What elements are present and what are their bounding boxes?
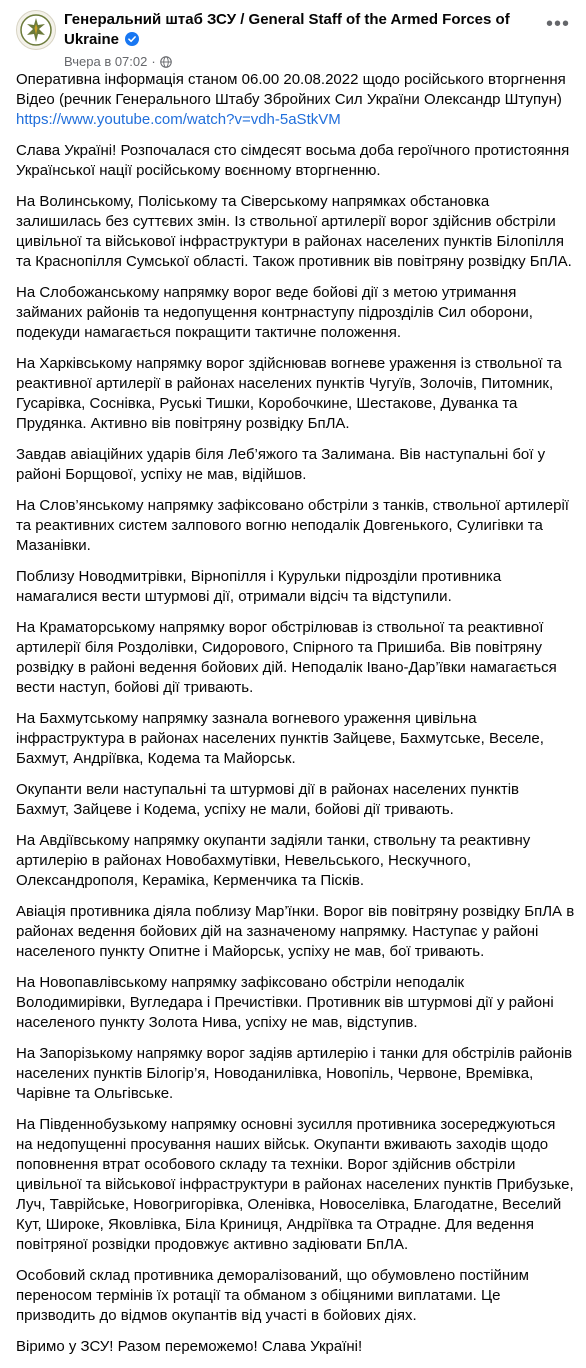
globe-icon bbox=[160, 56, 172, 68]
verified-badge-icon bbox=[125, 32, 139, 46]
post-header bbox=[16, 10, 572, 70]
intro-line-1: Оперативна інформація станом 06.00 20.08.2022 щодо російського вторгнення bbox=[16, 71, 566, 88]
intro-line-2: Відео (речник Генерального Штабу Збройних Сил України Олександр Штупун) bbox=[16, 91, 562, 108]
post-paragraph: Особовий склад противника деморалізований, що обумовлено постійним переносом термінів їх ротації та обманом з обіцяними виплатами. Це призводить до відмов окупантів від участі в бойових діях. bbox=[16, 1267, 529, 1324]
post-paragraph: На Слобожанському напрямку ворог веде бойові дії з метою утримання займаних районів та недопущення контрнаступу підрозділів Сил оборони, подекуди намагається покращити тактичне положення. bbox=[16, 284, 533, 341]
page-avatar[interactable] bbox=[16, 10, 56, 50]
general-staff-emblem-icon bbox=[19, 13, 53, 47]
post-paragraph: На Волинському, Поліському та Сіверському напрямках обстановка залишилась без суттєвих змін. Із ствольної артилерії ворог здійснив обстріли цивільної та військової інфраструктури в районах населених пунктів Білопілля та Краснопілля Сумської області. Також противник вів повітряну розвідку БпЛА. bbox=[16, 193, 572, 270]
post-paragraph: На Запорізькому напрямку ворог задіяв артилерію і танки для обстрілів районів населених пунктів Білогір’я, Новоданилівка, Новопіль, Червоне, Времівка, Чарівне та Ольгівське. bbox=[16, 1045, 573, 1102]
post-body bbox=[16, 70, 576, 1368]
post-paragraph: Поблизу Новодмитрівки, Вірнопілля і Курульки підрозділи противника намагалися вести штурмові дії, отримали відсіч та відступили. bbox=[16, 568, 502, 605]
author-name[interactable] bbox=[64, 10, 534, 50]
meta-separator: · bbox=[151, 54, 156, 69]
post-paragraph: На Південнобузькому напрямку основні зусилля противника зосереджуються на недопущенні просування наших військ. Окупанти вживають заходів щодо поповнення втрат особового складу та техніки. Ворог здійснив обстріли цивільної та військової інфраструктури в районах населених пунктів Прибузьке, Луч, Таврійське, Новогригорівка, Оленівка, Новоселівка, Благодатне, Веселий Кут, Широке, Яковлівка, Біла Криниця, Андріївка та Отрадне. Для ведення повітряної розвідки продовжує активно задіювати БпЛА. bbox=[16, 1116, 574, 1253]
video-link[interactable]: https://www.youtube.com/watch?v=vdh-5aStkVM bbox=[16, 111, 341, 128]
author-name-line1[interactable]: Генеральний штаб ЗСУ / General Staff of the Armed Forces of bbox=[64, 11, 510, 28]
post-paragraph: На Бахмутському напрямку зазнала вогневого ураження цивільна інфраструктура в районах населених пунктів Зайцеве, Бахмутське, Веселе, Бахмут, Андріївка, Кодема та Майорськ. bbox=[16, 710, 544, 767]
post-paragraph: Окупанти вели наступальні та штурмові дії в районах населених пунктів Бахмут, Зайцеве і Кодема, успіху не мали, бойові дії тривають. bbox=[16, 781, 520, 818]
intro-paragraph bbox=[16, 70, 576, 130]
post-paragraph: На Краматорському напрямку ворог обстрілював із ствольної та реактивної артилерії біля Роздолівки, Сидорового, Спірного та Пришиба. Вів повітряну розвідку в районі ведення бойових дій. Неподалік Івано-Дар’ївки намагається вести наступ, бойові дії тривають. bbox=[16, 619, 557, 696]
author-name-line2[interactable]: Ukraine bbox=[64, 31, 120, 48]
post-paragraph: На Новопавлівському напрямку зафіксовано обстріли неподалік Володимирівки, Вугледара і Пречистівки. Противник вів штурмові дії у районі населеного пункту Золота Нива, успіху не мав, відступив. bbox=[16, 974, 554, 1031]
post-timestamp[interactable]: Вчера в 07:02 bbox=[64, 54, 148, 69]
post-paragraph: На Авдіївському напрямку окупанти задіяли танки, ствольну та реактивну артилерію в районах Новобахмутівки, Невельського, Нескучного, Олександрополя, Кераміка, Керменчика та Пісків. bbox=[16, 832, 531, 889]
post-paragraph: На Харківському напрямку ворог здійснював вогневе ураження із ствольної та реактивної артилерії в районах населених пунктів Чугуїв, Золочів, Питомник, Гусарівка, Соснівка, Руські Тишки, Коробочкине, Шестакове, Дуванка та Прудянка. Активно вів повітряну розвідку БпЛА. bbox=[16, 355, 562, 432]
post-meta bbox=[64, 54, 172, 70]
post-paragraph: Віримо у ЗСУ! Разом переможемо! Слава Україні! bbox=[16, 1338, 363, 1355]
more-options-icon[interactable]: ••• bbox=[545, 12, 570, 35]
post-paragraph: На Слов’янському напрямку зафіксовано обстріли з танків, ствольної артилерії та реактивних систем залпового вогню неподалік Довгенького, Сулигівки та Мазанівки. bbox=[16, 497, 569, 554]
post-paragraph: Авіація противника діяла поблизу Мар’їнки. Ворог вів повітряну розвідку БпЛА в районах ведення бойових дій на зазначеному напрямку. Наступає у районі населеного пункту Опитне і Майорськ, успіху не мав, бої тривають. bbox=[16, 903, 575, 960]
post-paragraph: Завдав авіаційних ударів біля Леб’яжого та Залимана. Вів наступальні бої у районі Борщової, успіху не мав, відійшов. bbox=[16, 446, 546, 483]
post-paragraph: Слава Україні! Розпочалася сто сімдесят восьма доба героїчного протистояння Української нації російському воєнному вторгненню. bbox=[16, 142, 570, 179]
